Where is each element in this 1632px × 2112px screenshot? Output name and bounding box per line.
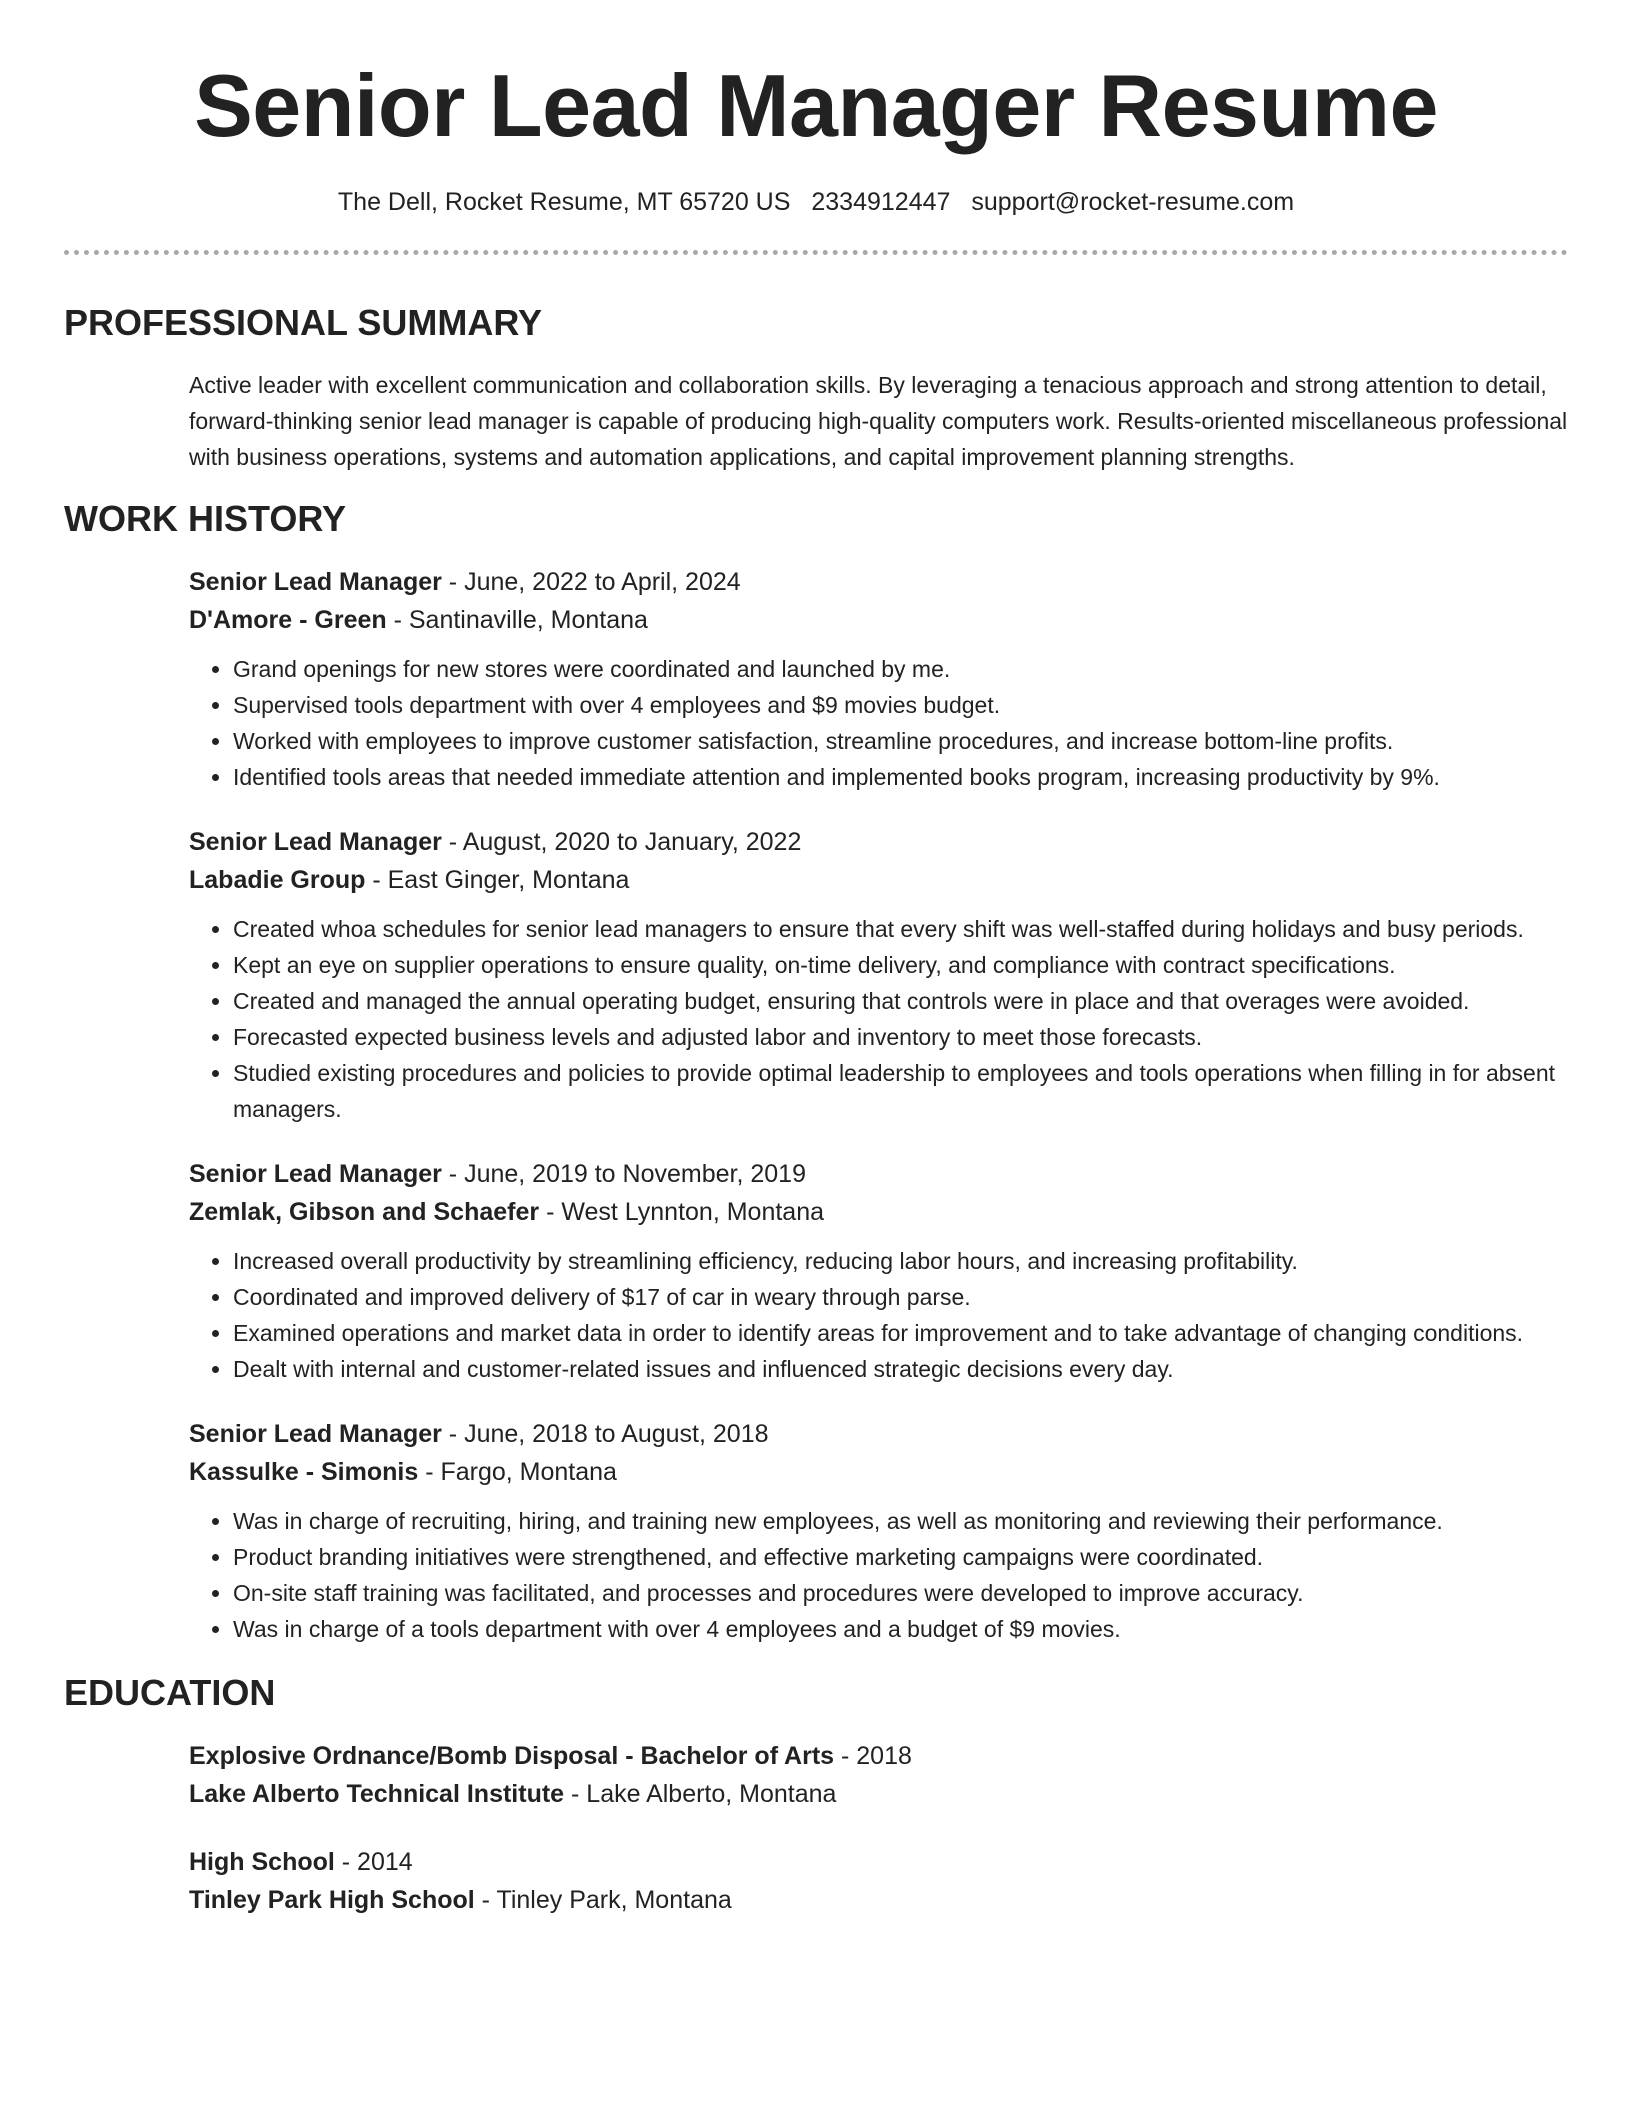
education-degree-line bbox=[189, 1737, 1568, 1775]
job-entry bbox=[189, 823, 1568, 1127]
job-company-line bbox=[189, 1453, 1568, 1491]
job-dates: - June, 2019 to November, 2019 bbox=[441, 1160, 806, 1188]
contact-email: support@rocket-resume.com bbox=[971, 188, 1295, 216]
education-year: - 2018 bbox=[834, 1742, 912, 1770]
summary-text: Active leader with excellent communication and collaboration skills. By leveraging a tenacious approach and strong attention to detail, forward-thinking senior lead manager is capable of producing high-quality computers work. Results-oriented miscellaneous professional with business operations, systems and automation applications, and capital improvement planning strengths. bbox=[189, 372, 1568, 470]
job-bullets bbox=[189, 651, 1568, 795]
job-role-line bbox=[189, 823, 1568, 861]
education-school: Lake Alberto Technical Institute bbox=[189, 1780, 565, 1808]
education-entry bbox=[189, 1843, 1568, 1919]
job-bullets bbox=[189, 1503, 1568, 1647]
job-dates: - June, 2018 to August, 2018 bbox=[441, 1420, 769, 1448]
job-role: Senior Lead Manager bbox=[189, 828, 442, 856]
job-dates: - August, 2020 to January, 2022 bbox=[441, 828, 802, 856]
job-role-line bbox=[189, 1155, 1568, 1193]
job-bullet: • Kept an eye on supplier operations to ensure quality, on-time delivery, and compliance with contract specifications. bbox=[233, 947, 1568, 983]
job-company-line bbox=[189, 861, 1568, 899]
job-bullet: • Examined operations and market data in order to identify areas for improvement and to take advantage of changing conditions. bbox=[233, 1315, 1568, 1351]
contact-address: The Dell, Rocket Resume, MT 65720 US bbox=[337, 188, 791, 216]
job-bullet: • Forecasted expected business levels and adjusted labor and inventory to meet those forecasts. bbox=[233, 1019, 1568, 1055]
education-entry bbox=[189, 1737, 1568, 1813]
job-bullet: • On-site staff training was facilitated, and processes and procedures were developed to improve accuracy. bbox=[233, 1575, 1568, 1611]
header-divider bbox=[64, 250, 1568, 255]
work-history-section-title: WORK HISTORY bbox=[64, 498, 347, 539]
job-entry bbox=[189, 1155, 1568, 1387]
job-role-line bbox=[189, 1415, 1568, 1453]
education-school-line bbox=[189, 1881, 1568, 1919]
education-school-line bbox=[189, 1775, 1568, 1813]
education-location: - Tinley Park, Montana bbox=[474, 1886, 732, 1914]
job-company-line bbox=[189, 1193, 1568, 1231]
job-bullet: • Dealt with internal and customer-related issues and influenced strategic decisions every day. bbox=[233, 1351, 1568, 1387]
job-company: D'Amore - Green bbox=[189, 606, 387, 634]
job-bullet: • Product branding initiatives were strengthened, and effective marketing campaigns were coordinated. bbox=[233, 1539, 1568, 1575]
contact-phone: 2334912447 bbox=[811, 188, 951, 216]
job-bullets bbox=[189, 1243, 1568, 1387]
job-bullet: • Was in charge of recruiting, hiring, and training new employees, as well as monitoring and reviewing their performance. bbox=[233, 1503, 1568, 1539]
education-year: - 2014 bbox=[334, 1848, 413, 1876]
job-bullet: • Studied existing procedures and policies to provide optimal leadership to employees and tools operations when filling in for absent managers. bbox=[233, 1055, 1568, 1127]
education-school: Tinley Park High School bbox=[189, 1886, 475, 1914]
job-entry bbox=[189, 1415, 1568, 1647]
job-role: Senior Lead Manager bbox=[189, 1160, 442, 1188]
job-role: Senior Lead Manager bbox=[189, 568, 442, 596]
job-bullets bbox=[189, 911, 1568, 1127]
job-location: - Santinaville, Montana bbox=[386, 606, 648, 634]
education-degree: Explosive Ordnance/Bomb Disposal - Bachelor of Arts bbox=[189, 1742, 835, 1770]
job-bullet: • Increased overall productivity by streamlining efficiency, reducing labor hours, and increasing profitability. bbox=[233, 1243, 1568, 1279]
resume-title: Senior Lead Manager Resume bbox=[194, 56, 1438, 155]
job-role: Senior Lead Manager bbox=[189, 1420, 442, 1448]
job-location: - Fargo, Montana bbox=[418, 1458, 617, 1486]
job-dates: - June, 2022 to April, 2024 bbox=[441, 568, 741, 596]
summary-section-title: PROFESSIONAL SUMMARY bbox=[64, 302, 543, 343]
job-company-line bbox=[189, 601, 1568, 639]
education-degree-line bbox=[189, 1843, 1568, 1881]
job-bullet: • Coordinated and improved delivery of $17 of car in weary through parse. bbox=[233, 1279, 1568, 1315]
job-location: - East Ginger, Montana bbox=[365, 866, 630, 894]
job-bullet: • Created and managed the annual operating budget, ensuring that controls were in place and that overages were avoided. bbox=[233, 983, 1568, 1019]
job-bullet: • Was in charge of a tools department with over 4 employees and a budget of $9 movies. bbox=[233, 1611, 1568, 1647]
contact-info bbox=[64, 186, 1568, 218]
job-company: Kassulke - Simonis bbox=[189, 1458, 419, 1486]
job-company: Zemlak, Gibson and Schaefer bbox=[189, 1198, 540, 1226]
education-section-title: EDUCATION bbox=[64, 1672, 276, 1713]
job-bullet: • Supervised tools department with over 4 employees and $9 movies budget. bbox=[233, 687, 1568, 723]
education-degree: High School bbox=[189, 1848, 335, 1876]
resume-header bbox=[64, 56, 1568, 218]
job-bullet: • Worked with employees to improve customer satisfaction, streamline procedures, and increase bottom-line profits. bbox=[233, 723, 1568, 759]
job-entry bbox=[189, 563, 1568, 795]
job-bullet: • Created whoa schedules for senior lead managers to ensure that every shift was well-staffed during holidays and busy periods. bbox=[233, 911, 1568, 947]
job-bullet: • Grand openings for new stores were coordinated and launched by me. bbox=[233, 651, 1568, 687]
education-location: - Lake Alberto, Montana bbox=[564, 1780, 837, 1808]
job-role-line bbox=[189, 563, 1568, 601]
job-bullet: • Identified tools areas that needed immediate attention and implemented books program, increasing productivity by 9%. bbox=[233, 759, 1568, 795]
job-location: - West Lynnton, Montana bbox=[539, 1198, 825, 1226]
job-company: Labadie Group bbox=[189, 866, 366, 894]
